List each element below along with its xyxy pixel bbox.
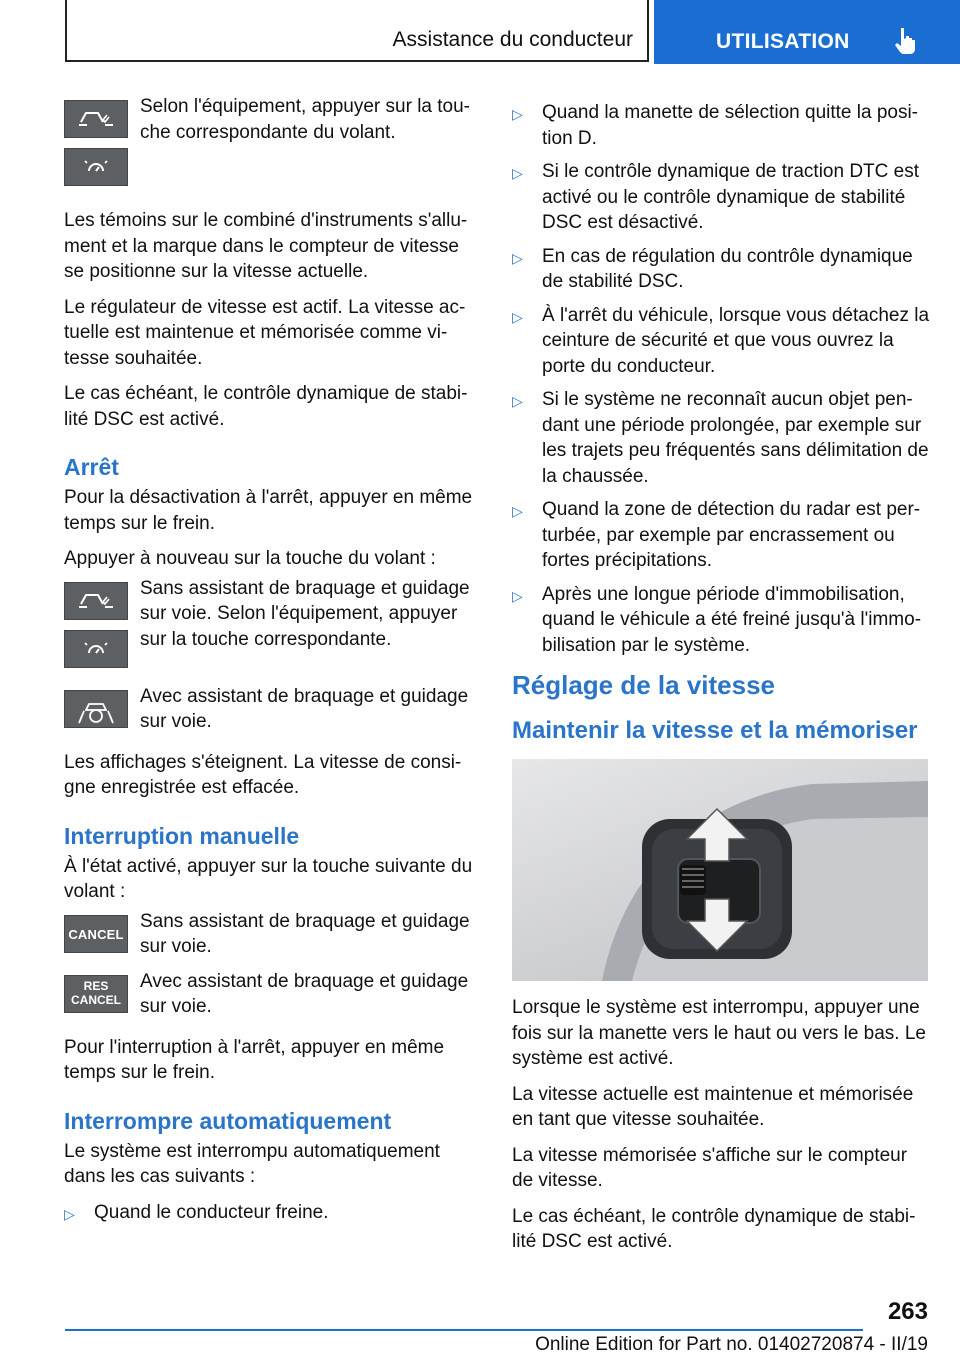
key-row-cancel — [64, 910, 476, 963]
key-description: Avec assistant de braquage et guidage sur voie. — [140, 685, 469, 732]
paragraph: Pour la désactivation à l'arrêt, appuyer en même temps sur le frein. — [64, 487, 473, 534]
triangle-bullet-icon: ▷ — [512, 106, 523, 122]
header-chapter-tab — [654, 0, 960, 64]
list-item: ▷ Quand le conducteur freine. — [64, 1200, 476, 1226]
paragraph: La vitesse actuelle est maintenue et mémorisée en tant que vitesse souhaitée. — [512, 1083, 914, 1130]
header-section-box — [65, 0, 649, 62]
paragraph: À l'état activé, appuyer sur la touche suivante du volant : — [64, 855, 473, 902]
list-item: ▷ Quand la zone de détection du radar est per-turbée, par exemple par encrassement ou fortes précipitations. — [512, 499, 921, 571]
paragraph: Les témoins sur le combiné d'instruments s'allu-ment et la marque dans le compteur de vitesse se positionne sur la vitesse actuelle. — [64, 210, 468, 282]
triangle-bullet-icon: ▷ — [512, 249, 523, 266]
res-cancel-button-icon — [64, 975, 128, 1013]
paragraph: Pour l'interruption à l'arrêt, appuyer en même temps sur le frein. — [64, 1036, 445, 1083]
paragraph: Le cas échéant, le contrôle dynamique de stabi-lité DSC est activé. — [64, 383, 468, 430]
subsection-heading-maintenir: Maintenir la vitesse et la mémoriser — [512, 717, 918, 744]
list-item: ▷ Si le contrôle dynamique de traction DTC est activé ou le contrôle dynamique de stabilité DSC est désactivé. — [512, 161, 920, 233]
steering-lane-button-icon — [64, 582, 128, 620]
footer-divider — [65, 1329, 863, 1331]
header-section-title: Assistance du conducteur — [392, 28, 633, 51]
cancel-label: CANCEL — [71, 992, 121, 1007]
steering-wheel-rocker-illustration — [512, 759, 928, 981]
right-column — [512, 100, 930, 1265]
res-cancel-button-label — [65, 979, 127, 1007]
list-item: ▷ En cas de régulation du contrôle dynamique de stabilité DSC. — [512, 245, 913, 292]
paragraph: La vitesse mémorisée s'affiche sur le compteur de vitesse. — [512, 1144, 908, 1191]
key-row-activate — [64, 96, 476, 196]
key-row-arret-without — [64, 577, 476, 678]
key-icon-group — [64, 582, 128, 678]
key-icon-group — [64, 975, 128, 1023]
key-description: Sans assistant de braquage et guidage sur voie. — [140, 910, 470, 957]
key-icon-group — [64, 915, 128, 963]
list-item: ▷ Après une longue période d'immobilisation, quand le véhicule a été freiné jusqu'à l'immo-bilisation par le système. — [512, 583, 922, 656]
left-column — [64, 96, 476, 1233]
page-header — [0, 0, 960, 66]
footer-edition-text: Online Edition for Part no. 01402720874 - II/19 — [535, 1334, 928, 1355]
list-item: ▷ Si le système ne reconnaît aucun objet pen-dant une période prolongée, par exemple sur les trajets peu fréquentés sans délimitation de la chaussée. — [512, 389, 929, 487]
cruise-control-button-icon — [64, 630, 128, 668]
auto-interrupt-list-continued — [512, 100, 930, 658]
paragraph: Les affichages s'éteignent. La vitesse de consi-gne enregistrée est effacée. — [64, 751, 462, 798]
section-heading-auto: Interrompre automatiquement — [64, 1107, 392, 1134]
key-icon-group — [64, 100, 128, 196]
list-item: ▷ Quand la manette de sélection quitte la posi-tion D. — [512, 102, 919, 149]
cancel-button-icon — [64, 915, 128, 953]
paragraph: Le régulateur de vitesse est actif. La vitesse ac-tuelle est maintenue et mémorisée comme vi-tesse souhaitée. — [64, 296, 466, 369]
key-description: Sans assistant de braquage et guidage sur voie. Selon l'équipement, appuyer sur la touche correspondante. — [140, 577, 470, 650]
steering-lane-button-icon — [64, 100, 128, 138]
paragraph: Appuyer à nouveau sur la touche du volant : — [64, 548, 436, 569]
triangle-bullet-icon: ▷ — [512, 503, 523, 519]
cruise-control-button-icon — [64, 148, 128, 186]
paragraph: Le cas échéant, le contrôle dynamique de stabi-lité DSC est activé. — [512, 1205, 916, 1252]
steering-assistant-button-icon — [64, 690, 128, 728]
section-heading-reglage: Réglage de la vitesse — [512, 670, 776, 700]
key-icon-group — [64, 690, 128, 738]
steering-wheel-control-photo — [512, 759, 928, 981]
key-description: Selon l'équipement, appuyer sur la tou-che correspondante du volant. — [140, 96, 470, 143]
key-description: Avec assistant de braquage et guidage sur voie. — [140, 970, 469, 1017]
list-item: ▷ À l'arrêt du véhicule, lorsque vous détachez la ceinture de sécurité et que vous ouvrez la porte du conducteur. — [512, 304, 930, 377]
header-chapter-label: UTILISATION — [716, 30, 850, 53]
res-label: RES — [83, 978, 109, 993]
triangle-bullet-icon: ▷ — [512, 393, 523, 409]
paragraph: Lorsque le système est interrompu, appuyer une fois sur la manette vers le haut ou vers le bas. Le système est activé. — [512, 997, 926, 1069]
section-heading-arret: Arrêt — [64, 454, 119, 480]
page-number: 263 — [887, 1298, 928, 1325]
auto-interrupt-list — [64, 1200, 476, 1226]
section-heading-interruption: Interruption manuelle — [64, 822, 300, 849]
triangle-bullet-icon: ▷ — [512, 587, 523, 604]
hand-pointer-icon — [894, 26, 920, 54]
paragraph: Le système est interrompu automatiquement dans les cas suivants : — [64, 1140, 440, 1187]
key-row-arret-with — [64, 685, 476, 738]
triangle-bullet-icon: ▷ — [512, 308, 523, 325]
triangle-bullet-icon: ▷ — [512, 165, 523, 181]
triangle-bullet-icon: ▷ — [64, 1205, 75, 1222]
cancel-button-label: CANCEL — [68, 926, 124, 942]
key-row-res-cancel — [64, 970, 476, 1023]
